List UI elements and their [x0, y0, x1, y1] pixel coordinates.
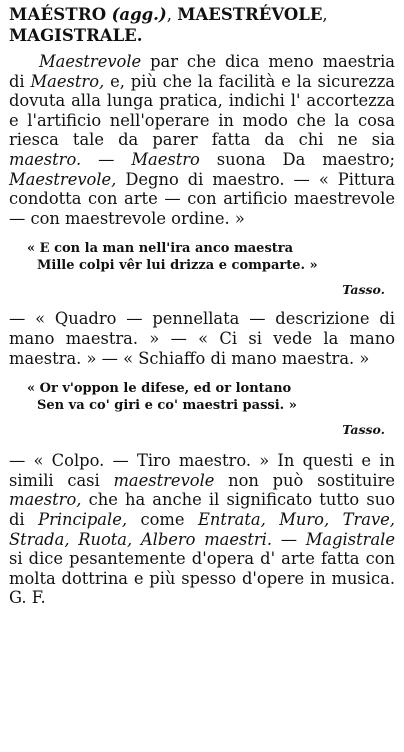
term-maestro: maestro.: [9, 149, 82, 169]
term-maestrevole: Maestrevole,: [9, 169, 117, 189]
text-span: che ha anche il significato tutto suo di: [9, 490, 395, 529]
synonym-1: MAESTRÉVOLE: [177, 5, 323, 24]
text-span: non può sostituire: [214, 470, 395, 490]
text-span: Degno di maestro. — « Pittura condotta con arte — con artificio maestrevole — con maestrevole ordine. »: [9, 169, 395, 228]
quote-line: Mille colpi vêr lui drizza e comparte. »: [37, 258, 318, 274]
quote-attribution: Tasso.: [342, 282, 385, 298]
quote-line: Sen va co' giri e co' maestri passi. »: [37, 398, 297, 414]
entry-heading: MAÉSTRO (agg.), MAESTRÉVOLE, MAGISTRALE.: [9, 5, 328, 45]
term-maestrevole: maestrevole: [113, 470, 215, 490]
text-span: e, più che la facilità e la sicurezza dovuta alla lunga pratica, indichi l' accortezza e l'artificio nell'operare in modo che la cosa riesca tale da parer fatta da chi ne sia: [9, 71, 395, 150]
term-maestro: Maestro,: [30, 71, 105, 91]
paragraph-3: [9, 451, 395, 608]
part-of-speech: (agg.): [111, 5, 167, 24]
examples-list: Entrata, Muro, Trave, Strada, Ruota, Albero maestri.: [9, 509, 395, 549]
paragraph-1: [9, 52, 395, 228]
text-span: —: [81, 149, 132, 169]
term-magistrale: Magistrale: [305, 529, 395, 549]
text-span: par che dica meno maestria di: [9, 52, 395, 91]
text-span: — « Colpo. — Tiro maestro. » In questi e in simili casi: [9, 451, 395, 490]
quote-line: « E con la man nell'ira anco maestra: [27, 241, 294, 257]
quote-attribution: Tasso.: [342, 422, 385, 438]
text-span: si dice pesantemente d'opera d' arte fatta con molta dottrina e più spesso d'opere in musica. G. F.: [9, 549, 395, 608]
quote-line: « Or v'oppon le difese, ed or lontano: [27, 381, 292, 397]
term-maestrevole: Maestrevole: [39, 52, 142, 71]
text-span: suona Da maestro;: [199, 149, 395, 169]
term-maestro: Maestro: [131, 149, 200, 169]
term-maestro: maestro,: [9, 490, 82, 510]
headword: MAÉSTRO: [9, 5, 107, 24]
quotation-2: [27, 380, 395, 414]
text-span: come: [127, 509, 198, 529]
synonym-2: MAGISTRALE.: [9, 26, 143, 45]
term-principale: Principale,: [38, 509, 128, 529]
text-span: —: [272, 529, 306, 549]
paragraph-2: — « Quadro — pennellata — descrizione di mano maestra. » — « Ci si vede la mano maestra. » — « Schiaffo di mano maestra. »: [9, 309, 395, 368]
quotation-1: [27, 240, 395, 274]
